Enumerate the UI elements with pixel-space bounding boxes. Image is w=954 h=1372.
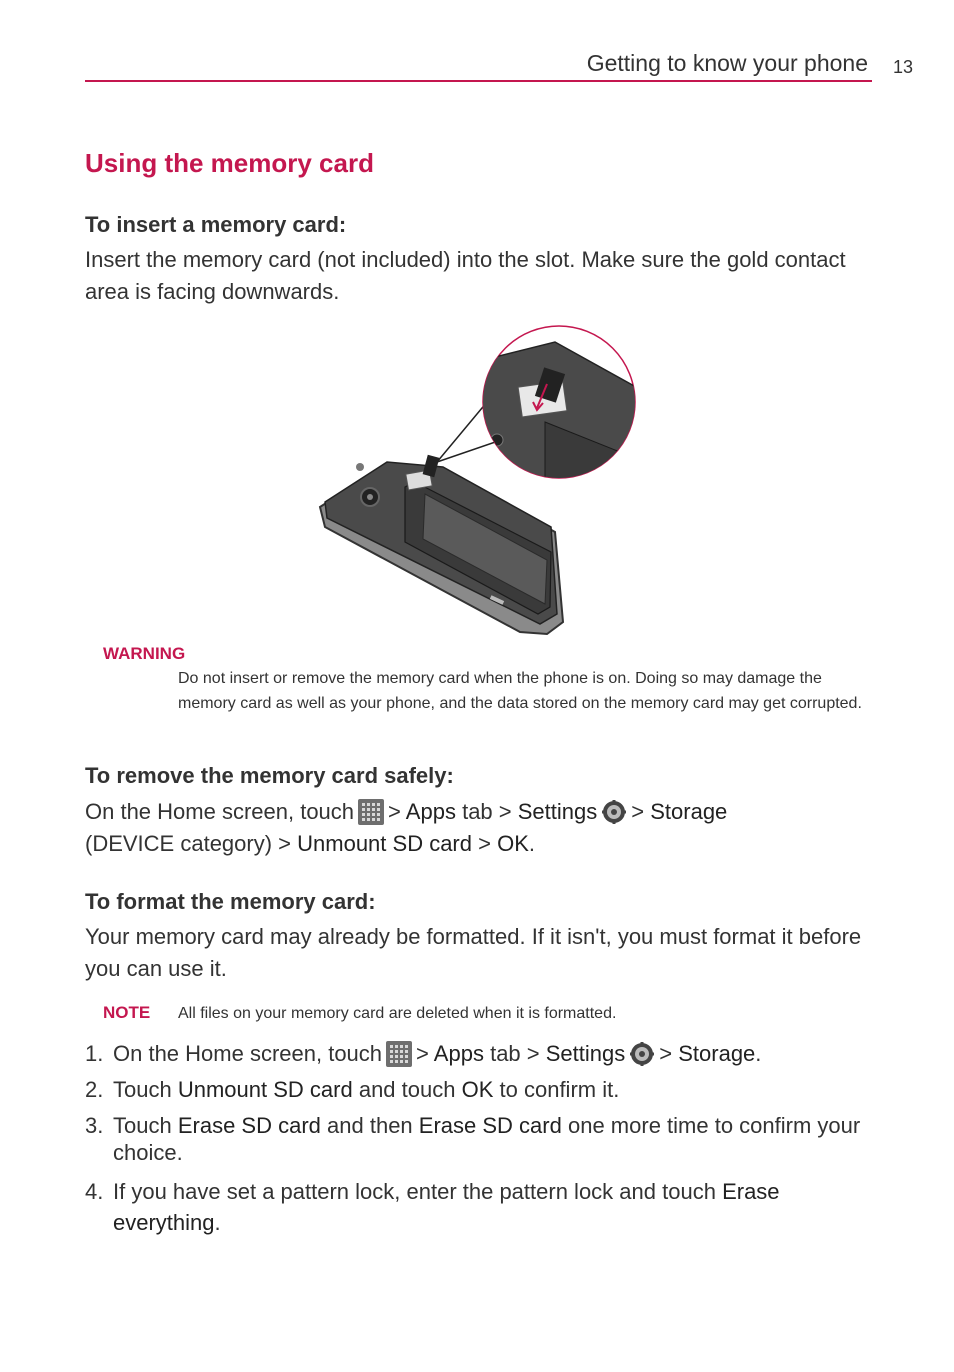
note-label: NOTE <box>103 1003 151 1022</box>
format-heading: To format the memory card: <box>85 889 376 914</box>
step1-apps: Apps <box>433 1041 484 1066</box>
step-number: 4. <box>85 1179 104 1204</box>
remove-text-7: . <box>528 831 536 856</box>
step2-text-3: to confirm it. <box>499 1077 620 1102</box>
step3-text-2: and then <box>327 1113 413 1138</box>
step3-text-1: Touch <box>113 1113 172 1138</box>
step-text <box>113 1040 873 1067</box>
step1-text-3: tab > <box>490 1041 540 1066</box>
step1-storage: Storage <box>678 1041 756 1066</box>
step3-erase-1: Erase SD card <box>177 1113 321 1138</box>
remove-text-3: tab > <box>462 799 512 824</box>
step1-text-1: On the Home screen, touch <box>113 1041 383 1066</box>
remove-text-5: (DEVICE category) > <box>85 831 292 856</box>
remove-text-4: > <box>631 799 645 824</box>
page-number: 13 <box>893 57 914 77</box>
step2-text-2: and touch <box>358 1077 456 1102</box>
section-title: Using the memory card <box>85 148 374 178</box>
insert-heading: To insert a memory card: <box>85 212 347 237</box>
remove-storage: Storage <box>650 799 728 824</box>
remove-unmount: Unmount SD card <box>297 831 472 856</box>
header-rule <box>85 80 872 82</box>
step4-text-1: If you have set a pattern lock, enter the pattern lock and touch <box>113 1179 716 1204</box>
step-number: 2. <box>85 1077 104 1102</box>
slot-zoom-icon <box>475 326 640 482</box>
running-header: Getting to know your phone <box>586 50 868 76</box>
phone-back-icon <box>320 455 563 634</box>
apps-grid-icon <box>386 1041 412 1067</box>
warning-label: WARNING <box>103 644 186 663</box>
note-text: All files on your memory card are deleted when it is formatted. <box>178 1005 617 1022</box>
step-text <box>113 1112 873 1166</box>
step2-unmount: Unmount SD card <box>177 1077 353 1102</box>
phone-illustration <box>315 322 640 637</box>
step2-text-1: Touch <box>113 1077 172 1102</box>
step1-settings: Settings <box>545 1041 626 1066</box>
step-number: 3. <box>85 1113 104 1138</box>
step-text <box>113 1076 873 1103</box>
step3-text-3: one more time to confirm your choice. <box>113 1113 861 1165</box>
step1-text-4: > <box>659 1041 673 1066</box>
step2-ok: OK <box>461 1077 494 1102</box>
remove-text-1: On the Home screen, touch <box>85 799 355 824</box>
step-text <box>113 1176 873 1238</box>
apps-grid-icon <box>358 799 384 825</box>
remove-heading: To remove the memory card safely: <box>85 763 454 788</box>
settings-gear-icon <box>629 1041 655 1067</box>
insert-body: Insert the memory card (not included) into the slot. Make sure the gold contact area is facing downwards. <box>85 247 846 304</box>
step1-text-5: . <box>755 1041 762 1066</box>
format-body: Your memory card may already be formatted. If it isn't, you must format it before you can use it. <box>85 924 862 981</box>
remove-apps: Apps <box>405 799 456 824</box>
settings-gear-icon <box>601 799 627 825</box>
remove-settings: Settings <box>517 799 598 824</box>
remove-text-6: > <box>478 831 491 856</box>
remove-text-2: > <box>388 799 401 824</box>
step4-erase: Erase everything <box>113 1179 780 1235</box>
step3-erase-2: Erase SD card <box>418 1113 562 1138</box>
remove-instructions <box>85 796 875 860</box>
warning-text: Do not insert or remove the memory card when the phone is on. Doing so may damage the memory card as well as your phone, and the data stored on the memory card may get corrupted. <box>178 670 862 712</box>
step4-text-2: . <box>214 1210 221 1235</box>
step1-text-2: > <box>416 1041 429 1066</box>
remove-ok: OK <box>497 831 529 856</box>
step-number: 1. <box>85 1041 104 1066</box>
